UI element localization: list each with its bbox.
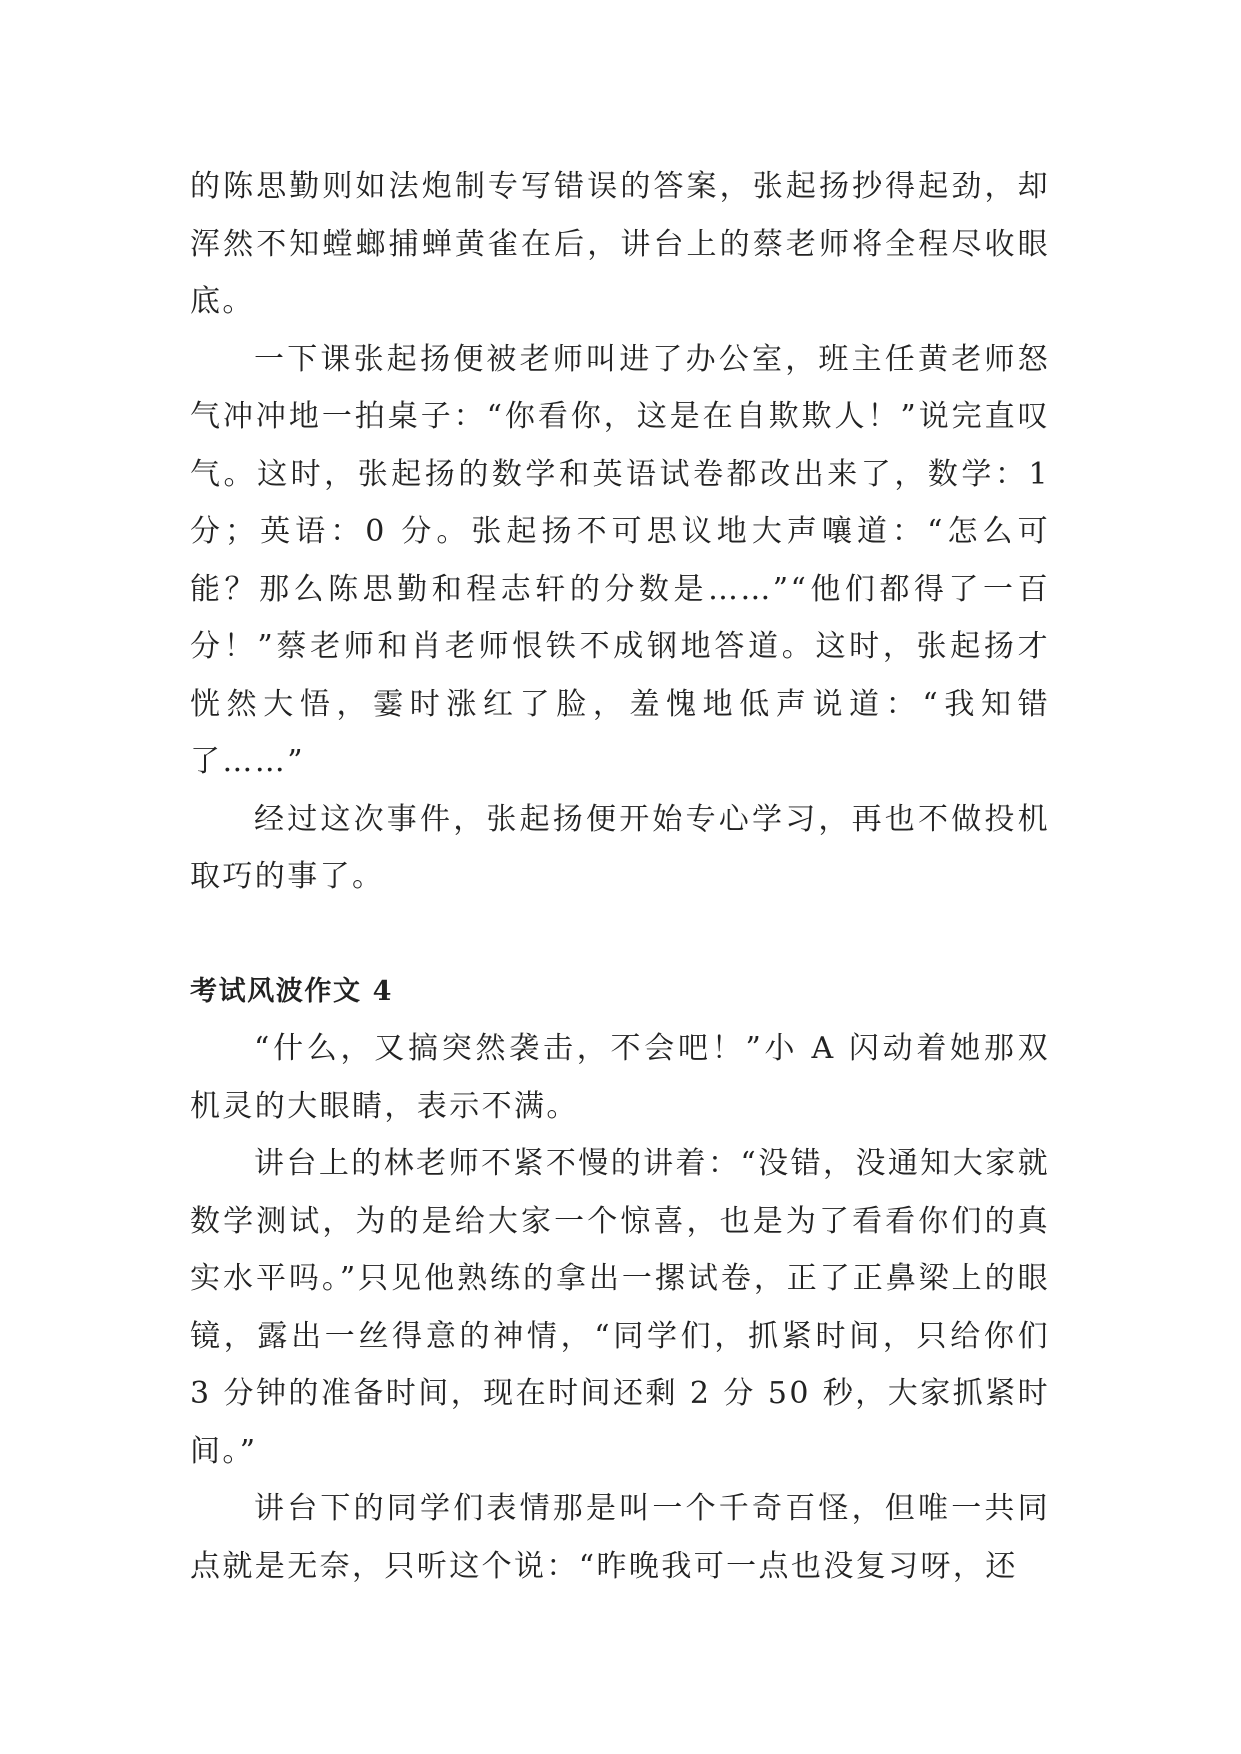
- section-title: 考试风波作文 4: [190, 975, 393, 1007]
- paragraph: “什么，又搞突然袭击，不会吧！”小 A 闪动着她那双机灵的大眼睛，表示不满。: [190, 1031, 1050, 1124]
- paragraph: 一下课张起扬便被老师叫进了办公室，班主任黄老师怒气冲冲地一拍桌子：“你看你，这是在自欺欺人！”说完直叹气。这时，张起扬的数学和英语试卷都改出来了，数学：1 分；英语：0 分。张起扬不可思议地大声嚷道：“怎么可能？那么陈思勤和程志轩的分数是……”“他们都得了一百分！”蔡老师和肖老师恨铁不成钢地答道。这时，张起扬才恍然大悟，霎时涨红了脸，羞愧地低声说道：“我知错了……”: [190, 341, 1050, 779]
- document-body: [190, 158, 1050, 1595]
- paragraph: 讲台下的同学们表情那是叫一个千奇百怪，但唯一共同点就是无奈，只听这个说：“昨晚我可一点也没复习呀，还: [190, 1491, 1050, 1584]
- paragraph: 的陈思勤则如法炮制专写错误的答案，张起扬抄得起劲，却浑然不知螳螂捕蝉黄雀在后，讲台上的蔡老师将全程尽收眼底。: [190, 169, 1050, 319]
- paragraph: 经过这次事件，张起扬便开始专心学习，再也不做投机取巧的事了。: [190, 801, 1050, 894]
- paragraph: 讲台上的林老师不紧不慢的讲着：“没错，没通知大家就数学测试，为的是给大家一个惊喜，也是为了看看你们的真实水平吗。”只见他熟练的拿出一摞试卷，正了正鼻梁上的眼镜，露出一丝得意的神情，“同学们，抓紧时间，只给你们 3 分钟的准备时间，现在时间还剩 2 分 50 秒，大家抓紧时间。”: [190, 1146, 1050, 1469]
